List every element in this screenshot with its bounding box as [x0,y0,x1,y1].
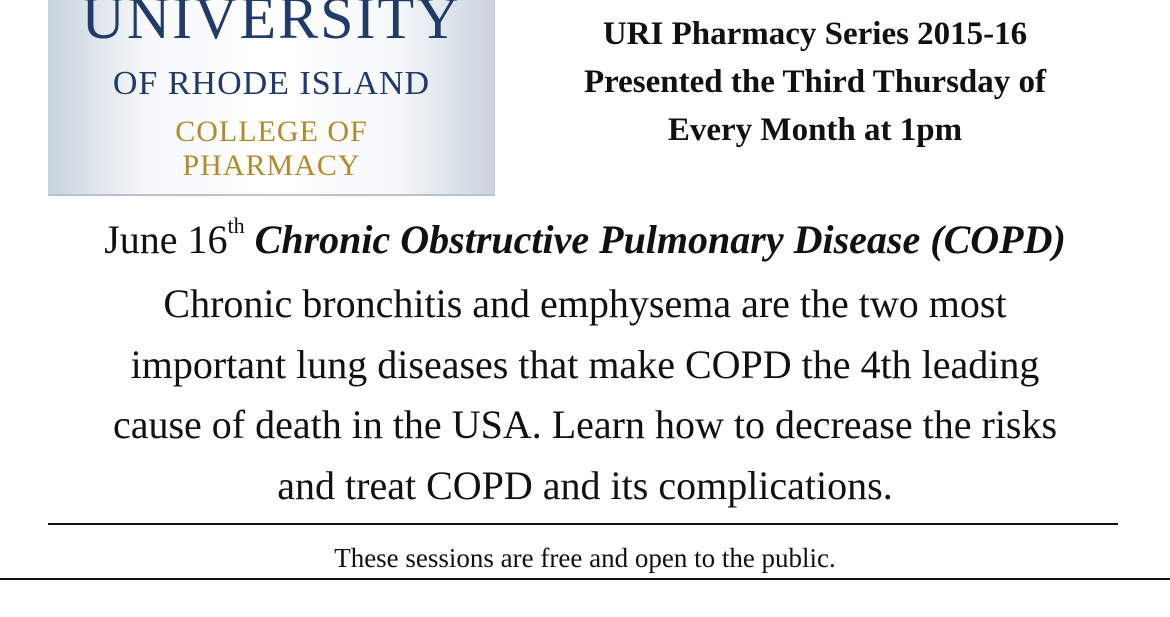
description-line: and treat COPD and its complications. [277,462,893,508]
event-title [0,212,1170,268]
logo-college-text: COLLEGE OF [175,115,368,148]
divider-line [48,523,1118,525]
description-line: Chronic bronchitis and emphysema are the two most [163,281,1007,326]
logo-rhode-island-text: OF RHODE ISLAND [112,65,431,102]
event-date-suffix: th [227,213,245,238]
series-header [510,10,1120,154]
bottom-divider-line [0,578,1170,580]
event-date: June 16 [104,217,228,262]
schedule-line-2: Every Month at 1pm [667,112,963,148]
series-title: URI Pharmacy Series 2015-16 [602,16,1028,52]
event-description [0,274,1170,516]
event-topic: Chronic Obstructive Pulmonary Disease (COPD) [254,217,1066,262]
logo-university-text: UNIVERSITY [81,0,462,51]
logo-pharmacy-text: PHARMACY [182,149,361,182]
footer-note: These sessions are free and open to the public. [334,543,836,573]
description-line: cause of death in the USA. Learn how to decrease the risks [112,402,1058,447]
description-line: important lung diseases that make COPD the 4th leading [130,341,1040,387]
schedule-line-1: Presented the Third Thursday of [583,64,1047,100]
university-logo [48,0,495,196]
